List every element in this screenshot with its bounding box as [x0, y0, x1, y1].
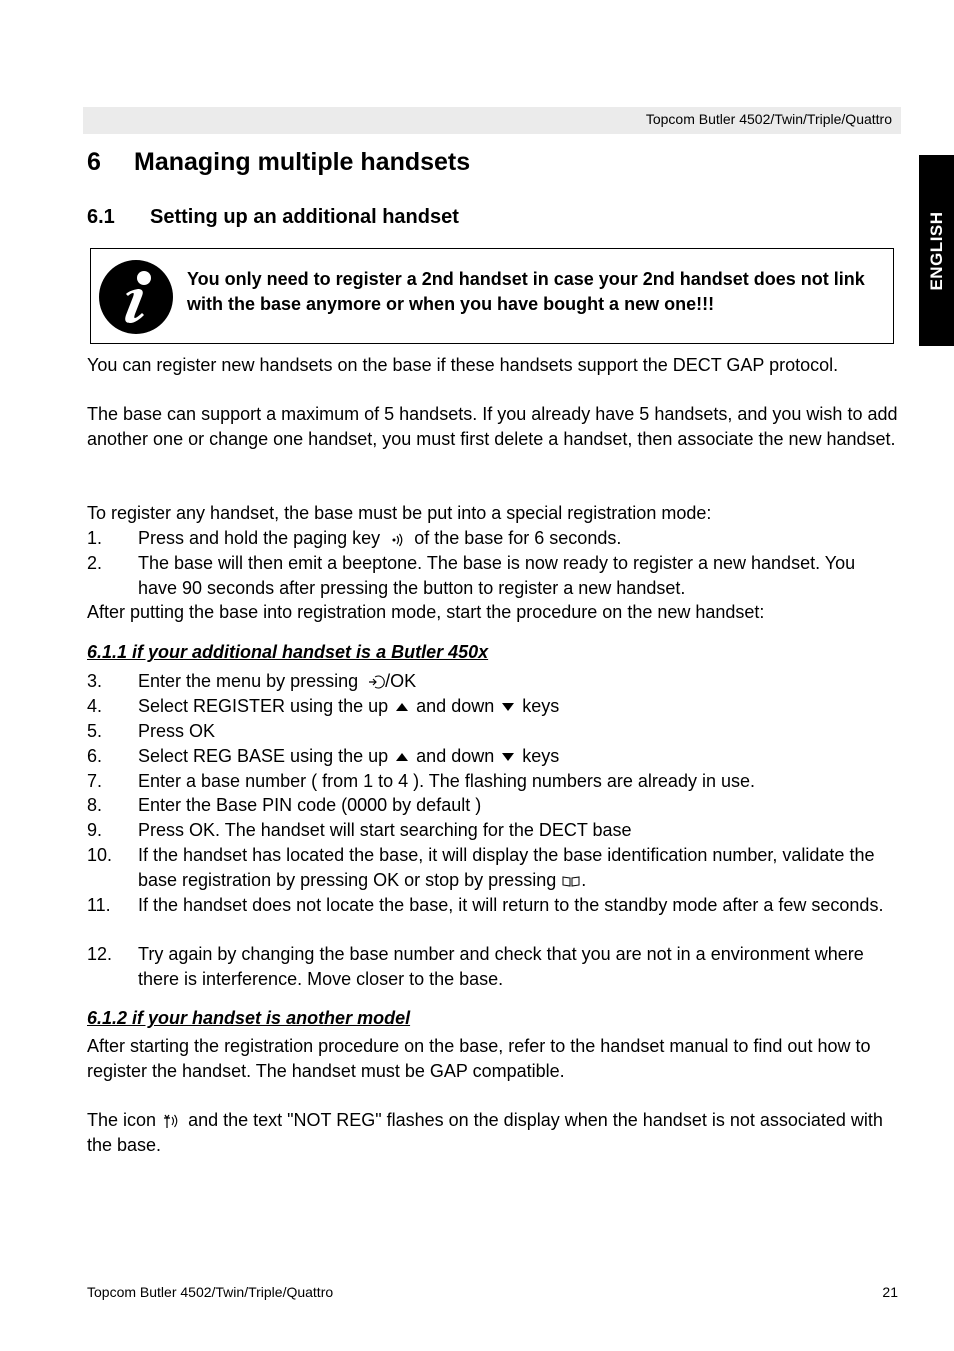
antenna-icon	[161, 1112, 183, 1130]
intro-paragraph-2: The base can support a maximum of 5 handsets. If you already have 5 handsets, and you wish to add another one or change one handset, you must first delete a handset, then associate the new handset.	[87, 404, 898, 449]
list-number: 4.	[87, 696, 103, 716]
list-text: Enter the menu by pressing	[138, 671, 359, 691]
header-product: Topcom Butler 4502/Twin/Triple/Quattro	[645, 111, 892, 127]
info-note-box	[90, 248, 894, 344]
section-number: 6	[87, 148, 101, 176]
subsubsection-heading-612: 6.1.2 if your handset is another model	[87, 1008, 411, 1028]
icon-note-text: The icon	[87, 1110, 157, 1130]
list-text: If the handset has located the base, it will display the base identification number, validate the base registration by pressing OK or stop by pressing	[138, 845, 875, 890]
page-header	[83, 107, 901, 134]
info-note-text: You only need to register a 2nd handset in case your 2nd handset does not link with the base anymore or when you have bought a new one!!!	[187, 269, 865, 314]
subsection-number: 6.1	[87, 206, 115, 228]
paging-key-icon	[385, 531, 409, 547]
subsubsection-heading-611: 6.1.1 if your additional handset is a Butler 450x	[87, 642, 489, 662]
list-number: 12.	[87, 944, 113, 964]
list-item	[87, 843, 899, 892]
list-text: Enter a base number ( from 1 to 4 ). The flashing numbers are already in use.	[138, 771, 755, 791]
intro-paragraph-3: To register any handset, the base must be put into a special registration mode:	[87, 503, 712, 523]
language-tab	[919, 155, 954, 346]
list-number: 1.	[87, 528, 103, 548]
list-number: 7.	[87, 771, 103, 791]
intro-paragraph-1: You can register new handsets on the base if these handsets support the DECT GAP protocol.	[87, 355, 839, 375]
list-item	[87, 719, 899, 744]
subsection-title: Setting up an additional handset	[150, 206, 459, 228]
list-text: and down	[416, 696, 495, 716]
list-item	[87, 769, 899, 794]
list-text: Press and hold the paging key	[138, 528, 381, 548]
list-text: Press OK. The handset will start searching for the DECT base	[138, 820, 632, 840]
list-text-end: of the base for 6 seconds.	[414, 528, 622, 548]
list-item	[87, 744, 899, 769]
after-base-paragraph: After putting the base into registration mode, start the procedure on the new handset:	[87, 602, 765, 622]
list-item	[87, 818, 899, 843]
list-number: 2.	[87, 553, 103, 573]
icon-note-text-end: and the text "NOT REG" flashes on the display when the handset is not associated with the base.	[87, 1110, 883, 1155]
list-number: 5.	[87, 721, 103, 741]
list-item	[87, 669, 899, 694]
subsection-heading	[87, 206, 459, 229]
up-arrow-icon	[393, 750, 411, 764]
footer-product: Topcom Butler 4502/Twin/Triple/Quattro	[87, 1284, 334, 1300]
info-icon	[98, 259, 174, 335]
list-number: 3.	[87, 671, 103, 691]
page-number: 21	[882, 1284, 898, 1300]
list-text: Select REGISTER using the up	[138, 696, 389, 716]
icon-note-paragraph	[87, 1108, 899, 1157]
list-item	[87, 893, 899, 918]
list-item	[87, 942, 899, 991]
list-item	[87, 526, 899, 551]
list-text-end: .	[581, 869, 587, 890]
language-label: ENGLISH	[926, 210, 946, 291]
list-text-end: /OK	[385, 671, 417, 691]
list-item	[87, 793, 899, 818]
list-number: 8.	[87, 795, 103, 815]
list-number: 6.	[87, 746, 103, 766]
list-text: Select REG BASE using the up	[138, 746, 389, 766]
book-icon	[561, 874, 581, 888]
list-text: keys	[522, 696, 560, 716]
list-text: keys	[522, 746, 560, 766]
list-number: 9.	[87, 820, 103, 840]
list-item	[87, 551, 899, 600]
section-heading	[87, 148, 470, 177]
list-text: If the handset does not locate the base, it will return to the standby mode after a few seconds.	[138, 895, 884, 915]
list-text: and down	[416, 746, 495, 766]
list-text: Try again by changing the base number and check that you are not in a environment where there is interference. Move closer to the base.	[138, 944, 864, 989]
section-title: Managing multiple handsets	[134, 148, 471, 176]
list-text: The base will then emit a beeptone. The base is now ready to register a new handset. You have 90 seconds after pressing the button to register a new handset.	[138, 553, 856, 598]
list-item	[87, 694, 899, 719]
list-number: 11.	[87, 895, 111, 915]
list-text: Enter the Base PIN code (0000 by default )	[138, 795, 482, 815]
up-arrow-icon	[393, 700, 411, 714]
list-number: 10.	[87, 845, 113, 865]
other-model-paragraph: After starting the registration procedure on the base, refer to the handset manual to find out how to register the handset. The handset must be GAP compatible.	[87, 1036, 871, 1081]
down-arrow-icon	[499, 700, 517, 714]
menu-key-icon	[363, 674, 385, 690]
list-text: Press OK	[138, 721, 216, 741]
down-arrow-icon	[499, 750, 517, 764]
